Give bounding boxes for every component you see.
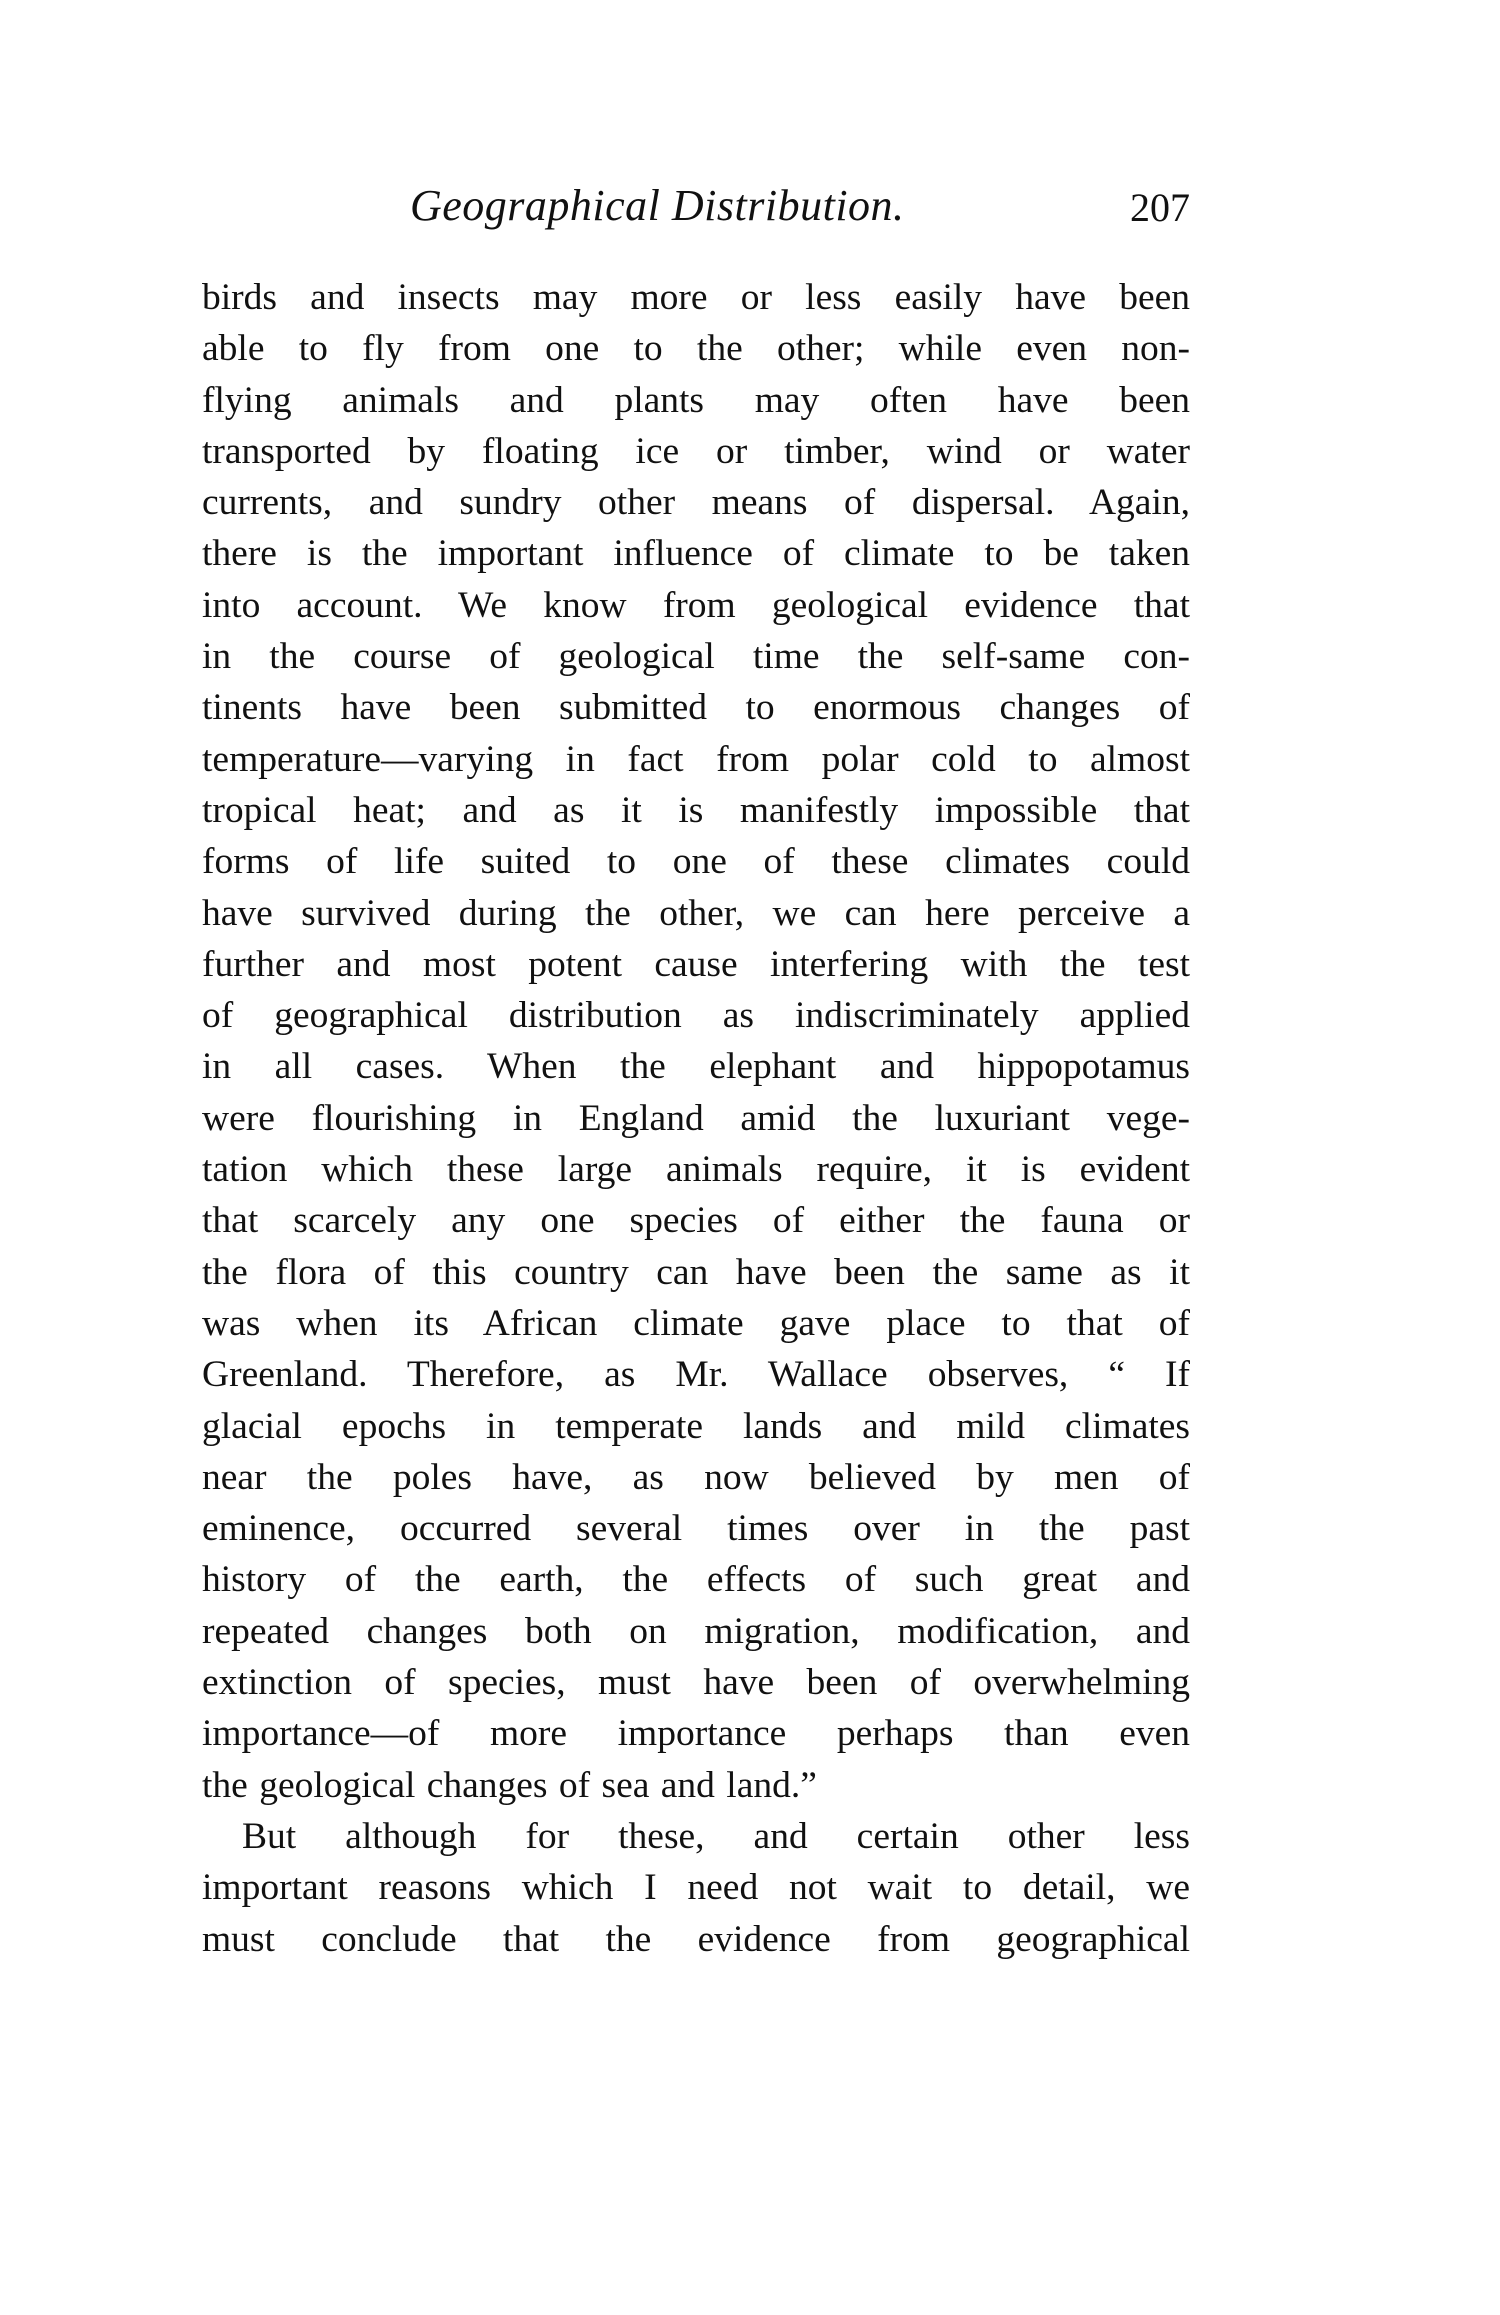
text-line: that scarcely any one species of either the fauna or [202, 1200, 1190, 1242]
text-line: in all cases. When the elephant and hippopotamus [202, 1046, 1190, 1088]
text-line: of geographical distribution as indiscriminately applied [202, 995, 1190, 1037]
text-line: eminence, occurred several times over in the past [202, 1508, 1190, 1550]
text-line: the geological changes of sea and land.” [202, 1764, 817, 1806]
text-line: able to fly from one to the other; while even non- [202, 328, 1190, 370]
text-line: must conclude that the evidence from geographical [202, 1918, 1190, 1960]
page-number: 207 [1130, 185, 1190, 230]
text-line: in the course of geological time the self-same con- [202, 636, 1190, 678]
text-line: tation which these large animals require, it is evident [202, 1149, 1190, 1191]
text-line: repeated changes both on migration, modification, and [202, 1610, 1190, 1652]
text-line: But although for these, and certain other less [242, 1815, 1190, 1857]
text-line: flying animals and plants may often have been [202, 379, 1190, 421]
text-line: the flora of this country can have been the same as it [202, 1251, 1190, 1293]
text-line: near the poles have, as now believed by men of [202, 1456, 1190, 1498]
body-text [202, 272, 1190, 1965]
text-line: history of the earth, the effects of such great and [202, 1559, 1190, 1601]
running-title: Geographical Distribution. [410, 181, 905, 230]
paragraph [202, 1811, 1190, 1965]
text-line: birds and insects may more or less easily have been [202, 277, 1190, 318]
text-line: extinction of species, must have been of overwhelming [202, 1662, 1190, 1704]
paragraph [202, 272, 1190, 1811]
text-line: into account. We know from geological evidence that [202, 584, 1190, 626]
text-line: tropical heat; and as it is manifestly impossible that [202, 789, 1190, 831]
text-line: Greenland. Therefore, as Mr. Wallace observes, “ If [202, 1354, 1190, 1396]
text-line: further and most potent cause interfering with the test [202, 943, 1190, 985]
text-line: have survived during the other, we can here perceive a [202, 892, 1190, 934]
text-line: was when its African climate gave place to that of [202, 1302, 1190, 1344]
text-line: importance—of more importance perhaps than even [202, 1713, 1190, 1755]
text-line: forms of life suited to one of these climates could [202, 841, 1190, 883]
text-line: tinents have been submitted to enormous changes of [202, 687, 1190, 729]
page-header [200, 180, 1190, 240]
text-line: important reasons which I need not wait to detail, we [202, 1867, 1190, 1909]
text-line: temperature—varying in fact from polar cold to almost [202, 738, 1190, 780]
text-line: glacial epochs in temperate lands and mild climates [202, 1405, 1190, 1447]
text-line: there is the important influence of climate to be taken [202, 533, 1190, 575]
text-line: were flourishing in England amid the luxuriant vege- [202, 1097, 1190, 1139]
text-line: transported by floating ice or timber, wind or water [202, 430, 1190, 472]
text-line: currents, and sundry other means of dispersal. Again, [202, 482, 1190, 524]
